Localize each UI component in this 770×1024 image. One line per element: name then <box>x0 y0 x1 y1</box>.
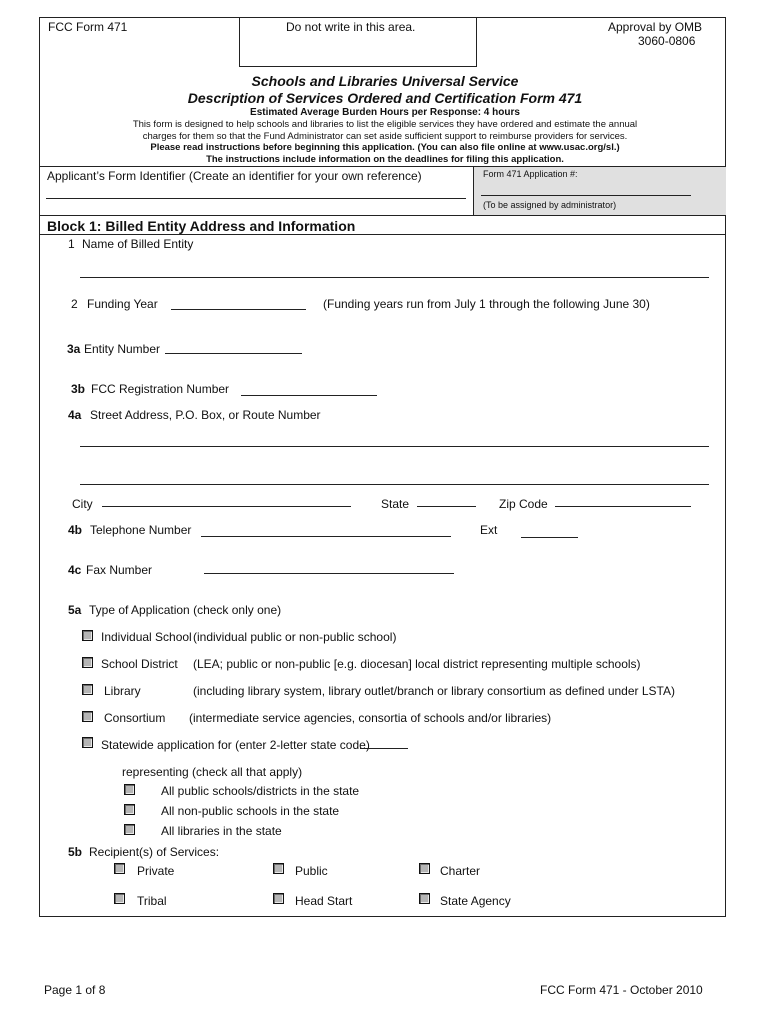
state-label: State <box>381 497 410 511</box>
no-write-label: Do not write in this area. <box>286 20 416 34</box>
state-agency-label: State Agency <box>440 894 511 908</box>
charter-label: Charter <box>440 864 481 878</box>
form-title-line1: Schools and Libraries Universal Service <box>251 73 519 89</box>
public-label: Public <box>295 864 328 878</box>
street-address-field-2[interactable] <box>80 484 709 485</box>
funding-year-note: (Funding years run from July 1 through the following June 30) <box>323 297 650 311</box>
form-id: FCC Form 471 <box>48 20 128 34</box>
school-district-label: School District <box>101 657 178 671</box>
applicant-identifier-label: Applicant’s Form Identifier (Create an identifier for your own reference) <box>47 169 422 183</box>
library-desc: (including library system, library outlet/branch or library consortium as defined under LSTA) <box>193 684 675 698</box>
entity-number-num: 3a <box>67 342 81 356</box>
library-label: Library <box>104 684 141 698</box>
instructions-line2: The instructions include information on the deadlines for filing this application. <box>206 153 564 165</box>
recipients-label: Recipient(s) of Services: <box>89 845 220 859</box>
head-start-checkbox[interactable] <box>273 893 284 904</box>
school-district-checkbox[interactable] <box>82 657 93 668</box>
representing-label: representing (check all that apply) <box>122 765 303 779</box>
purpose-line1: This form is designed to help schools and libraries to list the eligible services they have ordered and estimate the annual <box>132 119 638 130</box>
funding-year-label: Funding Year <box>87 297 158 311</box>
page-number: Page 1 of 8 <box>44 983 106 997</box>
state-agency-checkbox[interactable] <box>419 893 430 904</box>
recipients-num: 5b <box>68 845 83 859</box>
state-field[interactable] <box>417 506 476 507</box>
individual-school-desc: (individual public or non-public school) <box>193 630 397 644</box>
apptype-label: Type of Application (check only one) <box>89 603 282 617</box>
private-label: Private <box>137 864 175 878</box>
school-district-desc: (LEA; public or non-public [e.g. diocesan] local district representing multiple schools) <box>193 657 641 671</box>
street-address-field-1[interactable] <box>80 446 709 447</box>
phone-field[interactable] <box>201 536 451 537</box>
tribal-label: Tribal <box>137 894 167 908</box>
assigned-note: (To be assigned by administrator) <box>483 200 617 210</box>
form-title-block <box>0 73 770 165</box>
city-field[interactable] <box>102 506 351 507</box>
divider <box>39 234 726 235</box>
zip-label: Zip Code <box>499 497 548 511</box>
individual-school-checkbox[interactable] <box>82 630 93 641</box>
fcc-reg-label: FCC Registration Number <box>91 382 230 396</box>
phone-label: Telephone Number <box>90 523 192 537</box>
charter-checkbox[interactable] <box>419 863 430 874</box>
omb-number: 3060-0806 <box>638 34 696 48</box>
individual-school-label: Individual School <box>101 630 192 644</box>
apptype-num: 5a <box>68 603 82 617</box>
entity-number-label: Entity Number <box>84 342 161 356</box>
ext-field[interactable] <box>521 537 578 538</box>
fax-num: 4c <box>68 563 82 577</box>
street-label: Street Address, P.O. Box, or Route Number <box>90 408 321 422</box>
phone-num: 4b <box>68 523 83 537</box>
public-checkbox[interactable] <box>273 863 284 874</box>
fcc-reg-field[interactable] <box>241 395 377 396</box>
nonpublic-schools-label: All non-public schools in the state <box>161 804 340 818</box>
statewide-checkbox[interactable] <box>82 737 93 748</box>
fax-field[interactable] <box>204 573 454 574</box>
tribal-checkbox[interactable] <box>114 893 125 904</box>
form-version: FCC Form 471 - October 2010 <box>540 983 703 997</box>
entity-number-field[interactable] <box>165 353 302 354</box>
library-checkbox[interactable] <box>82 684 93 695</box>
billed-entity-name-field[interactable] <box>80 277 709 278</box>
public-schools-label: All public schools/districts in the state <box>161 784 360 798</box>
divider <box>39 215 726 216</box>
name-label: Name of Billed Entity <box>82 237 194 251</box>
application-number-field <box>481 195 691 196</box>
all-libraries-label: All libraries in the state <box>161 824 282 838</box>
funding-number: 2 <box>71 297 78 311</box>
street-num: 4a <box>68 408 82 422</box>
ext-label: Ext <box>480 523 498 537</box>
fcc-reg-num: 3b <box>71 382 86 396</box>
applicant-identifier-field[interactable] <box>46 198 466 199</box>
instructions-line1: Please read instructions before beginning this application. (You can also file online at www.usac.org/sl.) <box>150 142 620 153</box>
private-checkbox[interactable] <box>114 863 125 874</box>
public-schools-checkbox[interactable] <box>124 784 135 795</box>
block1-heading: Block 1: Billed Entity Address and Information <box>47 218 356 234</box>
state-code-field[interactable] <box>360 748 408 749</box>
name-number: 1 <box>68 237 75 251</box>
head-start-label: Head Start <box>295 894 353 908</box>
fax-label: Fax Number <box>86 563 153 577</box>
consortium-checkbox[interactable] <box>82 711 93 722</box>
nonpublic-schools-checkbox[interactable] <box>124 804 135 815</box>
zip-field[interactable] <box>555 506 691 507</box>
omb-approval: Approval by OMB <box>608 20 703 34</box>
application-number-label: Form 471 Application #: <box>483 169 578 179</box>
city-label: City <box>72 497 93 511</box>
funding-year-field[interactable] <box>171 309 306 310</box>
form-title-line2: Description of Services Ordered and Certification Form 471 <box>187 90 583 106</box>
burden-hours: Estimated Average Burden Hours per Response: 4 hours <box>250 107 520 118</box>
purpose-line2: charges for them so that the Fund Administrator can set aside sufficient support to reimburse providers for services. <box>142 130 628 142</box>
consortium-label: Consortium <box>104 711 166 725</box>
consortium-desc: (intermediate service agencies, consortia of schools and/or libraries) <box>189 711 552 725</box>
all-libraries-checkbox[interactable] <box>124 824 135 835</box>
statewide-label: Statewide application for (enter 2-letter state code) <box>101 738 370 752</box>
